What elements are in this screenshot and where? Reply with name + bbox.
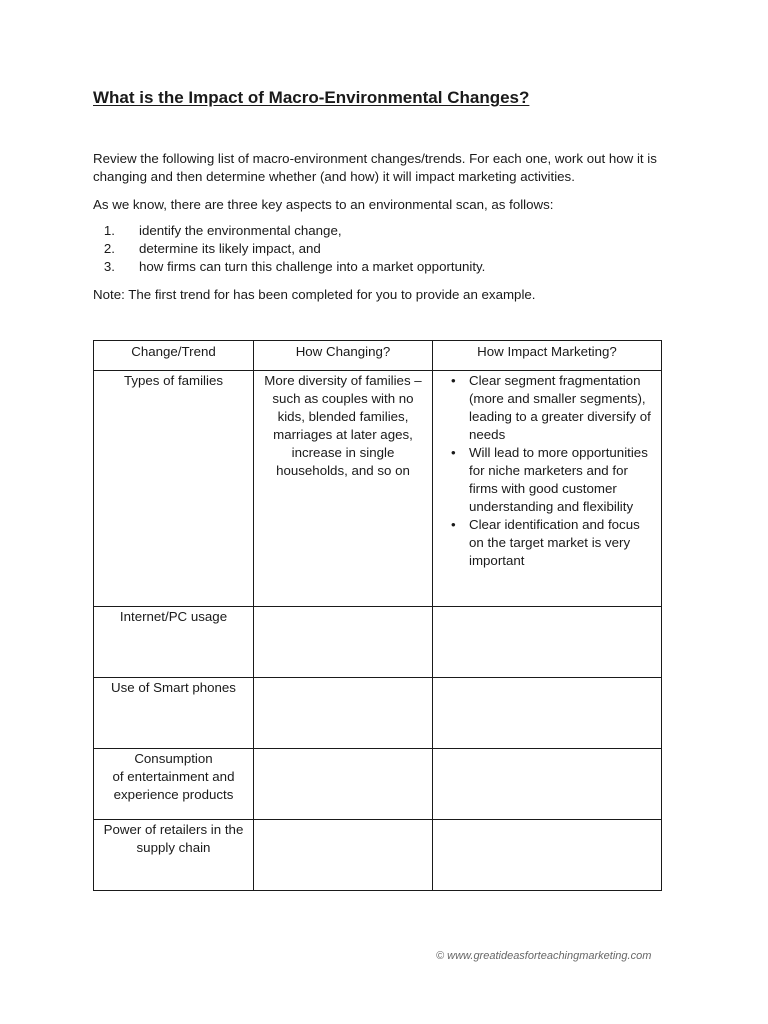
copyright-footer: © www.greatideasforteachingmarketing.com <box>436 950 652 962</box>
table-row <box>94 820 662 891</box>
table-row <box>94 749 662 820</box>
step-number: 2. <box>103 241 115 256</box>
intro-paragraph: Review the following list of macro-environment changes/trends. For each one, work out how it is changing and then determine whether (and how) it will impact marketing activities. <box>93 151 657 184</box>
step-text: how firms can turn this challenge into a market opportunity. <box>139 259 486 274</box>
impact-input-cell[interactable] <box>433 678 662 749</box>
impact-input-cell[interactable] <box>433 820 662 891</box>
table-header-row <box>94 341 662 371</box>
list-item <box>93 240 693 258</box>
trend-cell: Use of Smart phones <box>94 678 254 749</box>
trend-cell: Power of retailers in the supply chain <box>94 820 254 891</box>
table-row-example <box>94 371 662 607</box>
list-item <box>93 258 693 276</box>
aspects-intro: As we know, there are three key aspects to an environmental scan, as follows: <box>93 197 554 212</box>
header-how-impact: How Impact Marketing? <box>433 341 662 371</box>
table-row <box>94 607 662 678</box>
trend-table <box>93 340 662 891</box>
header-change-trend: Change/Trend <box>94 341 254 371</box>
header-how-changing: How Changing? <box>254 341 433 371</box>
table-row <box>94 678 662 749</box>
list-item <box>93 222 693 240</box>
step-text: determine its likely impact, and <box>139 241 321 256</box>
trend-cell: Types of families <box>94 371 254 607</box>
step-number: 1. <box>103 223 115 238</box>
trend-cell: Consumption of entertainment and experience products <box>94 749 254 820</box>
list-item: • Clear identification and focus on the target market is very important <box>469 516 655 570</box>
impact-input-cell[interactable] <box>433 607 662 678</box>
impact-input-cell[interactable] <box>433 749 662 820</box>
changing-cell: More diversity of families – such as couples with no kids, blended families, marriages at later ages, increase in single households, and so on <box>254 371 433 607</box>
trend-cell: Internet/PC usage <box>94 607 254 678</box>
note-paragraph: Note: The first trend for has been completed for you to provide an example. <box>93 287 536 302</box>
impact-bullets <box>439 372 655 570</box>
changing-input-cell[interactable] <box>254 678 433 749</box>
step-text: identify the environmental change, <box>139 223 342 238</box>
changing-input-cell[interactable] <box>254 607 433 678</box>
changing-input-cell[interactable] <box>254 820 433 891</box>
page-title: What is the Impact of Macro-Environmental Changes? <box>93 88 530 107</box>
changing-input-cell[interactable] <box>254 749 433 820</box>
step-number: 3. <box>103 259 115 274</box>
list-item: • Clear segment fragmentation (more and smaller segments), leading to a greater diversify of needs <box>469 372 655 444</box>
impact-cell <box>433 371 662 607</box>
steps-list <box>93 222 693 276</box>
list-item: • Will lead to more opportunities for niche marketers and for firms with good customer understanding and flexibility <box>469 444 655 516</box>
